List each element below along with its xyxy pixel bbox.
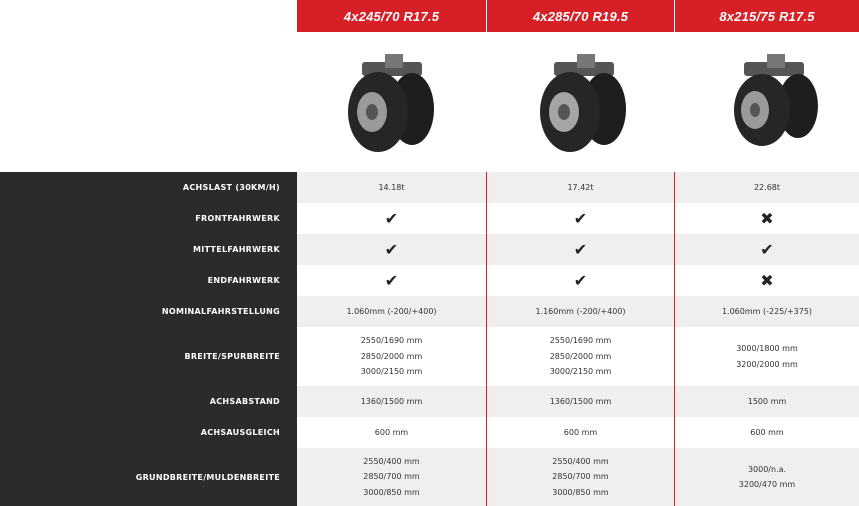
cell-value: 600 mm (750, 427, 784, 437)
cell-value: 3200/2000 mm (736, 359, 798, 369)
table-cell (487, 265, 674, 296)
table-cell (297, 448, 486, 506)
cell-value: 2550/400 mm (363, 456, 420, 466)
column-header-1: 4x245/70 R17.5 (297, 0, 486, 32)
cross-icon: ✖ (760, 208, 774, 228)
cell-value: 3200/470 mm (738, 480, 796, 489)
wheel-image-3 (722, 44, 822, 154)
table-cell (487, 296, 674, 327)
row-label: BREITE/SPURBREITE (184, 352, 280, 361)
table-row (0, 327, 859, 386)
wheel-image-2 (532, 44, 632, 154)
check-icon: ✔ (384, 208, 399, 228)
wheel-image-1 (340, 44, 440, 154)
cell-value: 1360/1500 mm (360, 396, 423, 406)
table-cell (675, 203, 859, 234)
check-icon: ✔ (384, 239, 399, 259)
check-icon: ✔ (384, 270, 399, 290)
table-cell (675, 417, 859, 448)
cell-value: 2550/1690 mm (360, 336, 423, 346)
row-label: GRUNDBREITE/MULDENBREITE (135, 472, 280, 482)
table-row (0, 172, 859, 203)
table-cell (487, 386, 674, 417)
check-icon: ✔ (573, 208, 588, 228)
cell-value: 2850/2000 mm (360, 351, 423, 361)
cell-value: 3000/2150 mm (549, 367, 612, 377)
table-cell (487, 172, 674, 203)
cell-value: 2850/700 mm (552, 472, 609, 482)
table-row (0, 448, 859, 506)
cell-value: 1360/1500 mm (549, 396, 612, 406)
wheel-images (0, 32, 859, 172)
table-row (0, 296, 859, 327)
cell-value: 2550/1690 mm (549, 336, 612, 346)
table-cell (297, 203, 486, 234)
table-row (0, 203, 859, 234)
table-cell (675, 172, 859, 203)
cell-value: 2550/400 mm (552, 456, 609, 466)
table-cell (487, 448, 674, 506)
cell-value: 22.68t (753, 182, 781, 192)
column-divider-2 (674, 172, 675, 506)
table-cell (487, 234, 674, 265)
cell-value: 3000/850 mm (552, 487, 609, 497)
table-cell (675, 386, 859, 417)
cell-value: 3000/1800 mm (736, 344, 798, 353)
table-cell (297, 417, 486, 448)
row-label: NOMINALFAHRSTELLUNG (161, 307, 280, 316)
table-row (0, 265, 859, 296)
check-icon: ✔ (760, 239, 774, 259)
cell-value: 1.160mm (-200/+400) (535, 306, 626, 316)
table-row (0, 386, 859, 417)
cell-value: 1.060mm (-225/+375) (721, 306, 813, 316)
table-cell (297, 234, 486, 265)
row-label: ACHSABSTAND (209, 397, 280, 406)
cell-value: 3000/850 mm (363, 487, 420, 497)
row-label: FRONTFAHRWERK (195, 214, 280, 223)
table-cell (675, 327, 859, 386)
table-cell (297, 327, 486, 386)
cell-value: 2850/2000 mm (549, 351, 612, 361)
column-divider-1 (486, 172, 487, 506)
cell-value: 1500 mm (747, 396, 787, 406)
column-header-3: 8x215/75 R17.5 (675, 0, 859, 32)
table-cell (487, 327, 674, 386)
cell-value: 17.42t (567, 182, 594, 192)
cell-value: 600 mm (374, 427, 409, 437)
cell-value: 14.18t (378, 182, 405, 192)
row-label: ACHSAUSGLEICH (200, 428, 280, 437)
table-cell (297, 172, 486, 203)
table-cell (675, 265, 859, 296)
table-header (0, 0, 859, 32)
table-cell (487, 203, 674, 234)
cross-icon: ✖ (760, 270, 774, 290)
table-cell (675, 234, 859, 265)
table-cell (297, 296, 486, 327)
cell-value: 2850/700 mm (363, 472, 420, 482)
row-label: ENDFAHRWERK (207, 276, 280, 285)
check-icon: ✔ (573, 270, 588, 290)
column-header-2: 4x285/70 R19.5 (487, 0, 674, 32)
table-cell (675, 448, 859, 506)
table-cell (297, 386, 486, 417)
table-row (0, 234, 859, 265)
cell-value: 600 mm (563, 427, 598, 437)
table-cell (487, 417, 674, 448)
cell-value: 3000/n.a. (747, 464, 787, 474)
table-row (0, 417, 859, 448)
table-cell (675, 296, 859, 327)
table-cell (297, 265, 486, 296)
cell-value: 3000/2150 mm (360, 367, 423, 377)
check-icon: ✔ (573, 239, 588, 259)
cell-value: 1.060mm (-200/+400) (346, 306, 437, 316)
row-label: ACHSLAST (30KM/H) (182, 183, 280, 192)
row-label: MITTELFAHRWERK (192, 245, 280, 254)
